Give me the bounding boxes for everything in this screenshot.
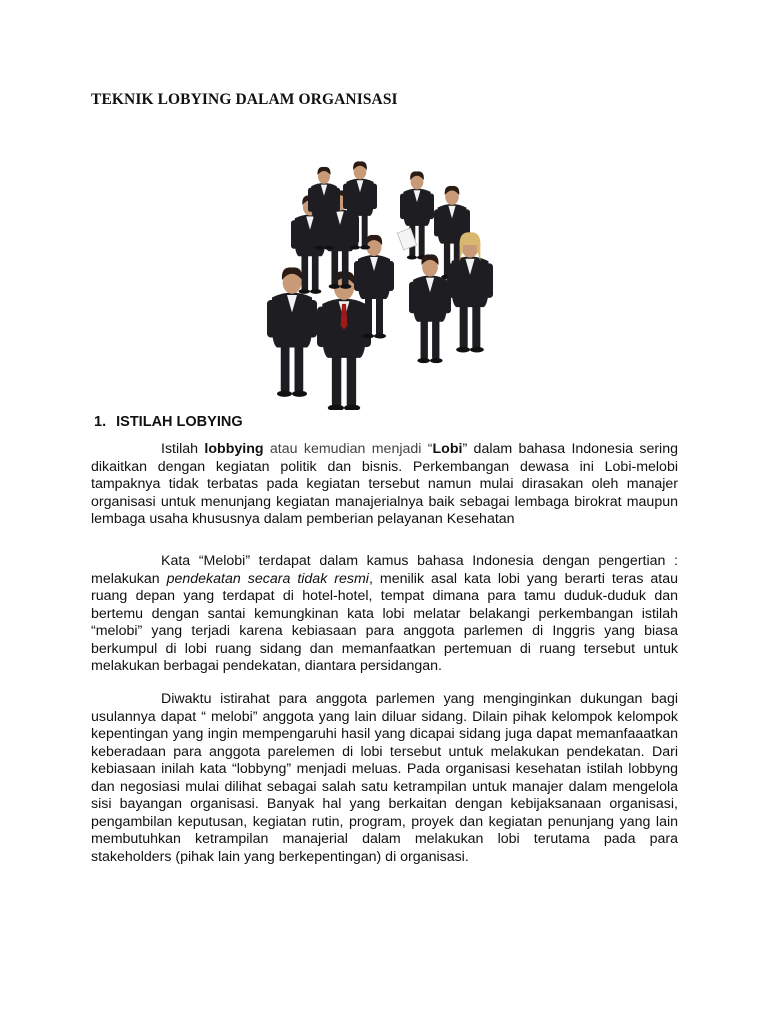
p2-emphasis: pendekatan secara tidak resmi <box>166 570 369 587</box>
document-title: TEKNIK LOBYING DALAM ORGANISASI <box>91 91 398 108</box>
p2-lead: Kata “Melobi” terdapat dalam kamus bahasa Indonesia dengan pengertian : melakukan <box>91 553 678 587</box>
p1-lead: Istilah <box>161 441 205 457</box>
section-heading <box>94 414 243 430</box>
paragraph-melobi <box>91 553 678 676</box>
term-lobi: Lobi <box>432 441 463 457</box>
p3-text: Diwaktu istirahat para anggota parlemen yang menginginkan dukungan bagi usulannya dapat “ melobi” anggota yang lain diluar sidang. Dilain pihak kelompok kelompok kepentingan yang ingin mempengaruhi hasil yang dicapai sidang juga dapat memanfaaatkan keberadaan para anggota parelemen di lobi tersebut untuk melakukan pendekatan. Dari kebiasaan inilah kata “lobbyng” menjadi meluas. Pada organisasi kesehatan istilah lobbyng dan negosiasi mulai dilihat sebagai salah satu ketrampilan untuk manajer dalam mengelola sisi bayangan organisasi. Banyak hal yang berkaitan dengan kebijaksanaan organisasi, pengambilan keputusan, kegiatan rutin, program, proyek dan kegiatan penunjang yang lain membutuhkan ketrampilan manajerial dalam melakukan lobi terutama pada para stakeholders (pihak lain yang berkepentingan) di organisasi. <box>91 691 678 865</box>
business-people-photo <box>262 160 512 410</box>
section-number: 1. <box>94 414 107 430</box>
section-title: ISTILAH LOBYING <box>116 414 243 430</box>
p1-rest: ” dalam bahasa Indonesia sering dikaitkan dengan kegiatan politik dan bisnis. Perkembangan dewasa ini Lobi-melobi tampaknya tidak terbatas pada kegiatan tersebut namun mulai dirasakan oleh manajer organisasi untuk menunjang kegiatan manajerialnya baik sebagai lembaga birokrat maupun lembaga usaha khususnya dalam pemberian pelayanan Kesehatan <box>91 441 678 527</box>
paragraph-istilah <box>91 441 678 529</box>
p2-rest: , menilik asal kata lobi yang berarti teras atau ruang depan yang terdapat di hotel-hotel, tempat dimana para tamu duduk-duduk dan bertemu dengan santai kemungkinan kata lobi melatar belakangi perkembangan istilah “melobi” yang terjadi karena kebiasaan para anggota parlemen di Inggris yang biasa berkumpul di lobi ruang sidang dan memanfaatkan pertemuan di ruang tersebut untuk melakukan berbagai pendekatan, diantara persidangan. <box>91 570 679 674</box>
paragraph-diwaktu <box>91 691 678 866</box>
p1-mid: atau kemudian menjadi “ <box>263 441 433 457</box>
term-lobbying: lobbying <box>204 441 264 457</box>
